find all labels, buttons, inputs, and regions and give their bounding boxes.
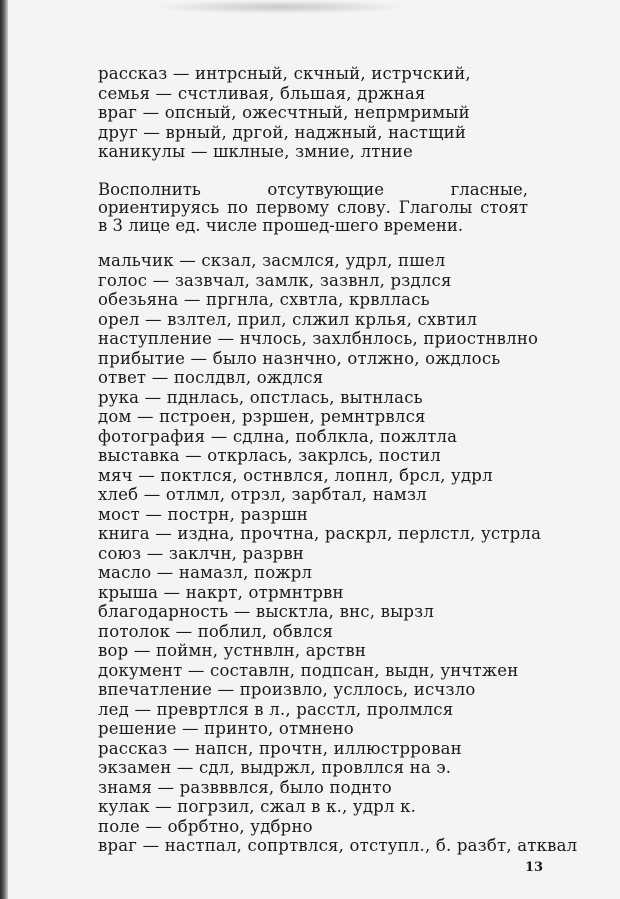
- exercise-line: враг — настпал, сопртвлся, отступл., б. разбт, атквал: [98, 836, 578, 855]
- exercise-line: друг — врный, дргой, наджный, настщий: [98, 122, 467, 142]
- exercise-line: масло — намазл, пожрл: [98, 563, 313, 582]
- exercise-line: ответ — послдвл, ождлся: [98, 368, 324, 387]
- exercise-line: впечатление — произвло, усллось, исчзло: [98, 680, 476, 699]
- exercise-line: благодарность — высктла, внс, вырзл: [98, 602, 435, 621]
- exercise-line: мост — пострн, разршн: [98, 504, 308, 524]
- exercise-line: рассказ — напсн, прочтн, иллюстррован: [98, 738, 462, 758]
- exercise-line: вор — поймн, устнвлн, арствн: [98, 641, 367, 660]
- exercise-line: кулак — погрзил, сжал в к., удрл к.: [98, 797, 417, 816]
- exercise-line: прибытие — было назнчно, отлжно, ождлось: [98, 348, 501, 368]
- exercise-line: семья — счстливая, бльшая, држная: [98, 83, 426, 103]
- verb-exercise-list: [98, 251, 577, 856]
- exercise-line: рассказ — интрсный, скчный, истрчский,: [98, 64, 471, 83]
- exercise-line: экзамен — сдл, выдржл, провллся на э.: [98, 758, 452, 777]
- exercise-line: наступление — нчлось, захлбнлось, приостнвлно: [98, 329, 539, 348]
- binding-shadow: [0, 0, 8, 899]
- exercise-line: лед — превртлся в л., расстл, пролмлся: [98, 699, 454, 719]
- exercise-line: поле — обрбтно, удбрно: [98, 816, 313, 836]
- exercise-line: документ — составлн, подпсан, выдн, унчтжен: [98, 660, 519, 680]
- exercise-line: враг — опсный, ожесчтный, непрмримый: [98, 103, 470, 122]
- exercise-line: орел — взлтел, прил, слжил крлья, схвтил: [98, 309, 478, 329]
- exercise-line: фотография — сдлна, поблкла, пожлтла: [98, 426, 458, 446]
- exercise-line: мальчик — скзал, засмлся, удрл, пшел: [98, 251, 446, 270]
- exercise-line: обезьяна — пргнла, схвтла, крвллась: [98, 290, 430, 309]
- exercise-instruction: Восполнить отсутвующие гласные, ориентируясь по первому слову. Глаголы стоят в 3 лице ед. числе прошед-шего времени.: [98, 180, 528, 235]
- exercise-line: хлеб — отлмл, отрзл, зарбтал, намзл: [98, 485, 427, 504]
- exercise-line: выставка — открлась, закрлсь, постил: [98, 446, 441, 465]
- exercise-line: крыша — накрт, отрмнтрвн: [98, 582, 344, 602]
- adjective-exercise-list: [98, 64, 471, 162]
- page-number: 13: [525, 860, 544, 875]
- exercise-line: знамя — развввлся, было поднто: [98, 777, 392, 797]
- exercise-line: рука — пднлась, опстлась, вытнлась: [98, 387, 423, 407]
- scan-smudge: [150, 0, 410, 14]
- exercise-line: книга — издна, прочтна, раскрл, перлстл, устрла: [98, 524, 542, 543]
- exercise-line: каникулы — шклные, змние, лтние: [98, 142, 413, 161]
- exercise-line: решение — принто, отмнено: [98, 719, 354, 738]
- exercise-line: голос — зазвчал, замлк, зазвнл, рздлся: [98, 270, 452, 290]
- exercise-line: мяч — поктлся, остнвлся, лопнл, брсл, удрл: [98, 465, 493, 485]
- exercise-line: союз — заклчн, разрвн: [98, 543, 305, 563]
- exercise-line: дом — пстроен, рзршен, ремнтрвлся: [98, 407, 426, 426]
- exercise-line: потолок — поблил, обвлся: [98, 621, 334, 641]
